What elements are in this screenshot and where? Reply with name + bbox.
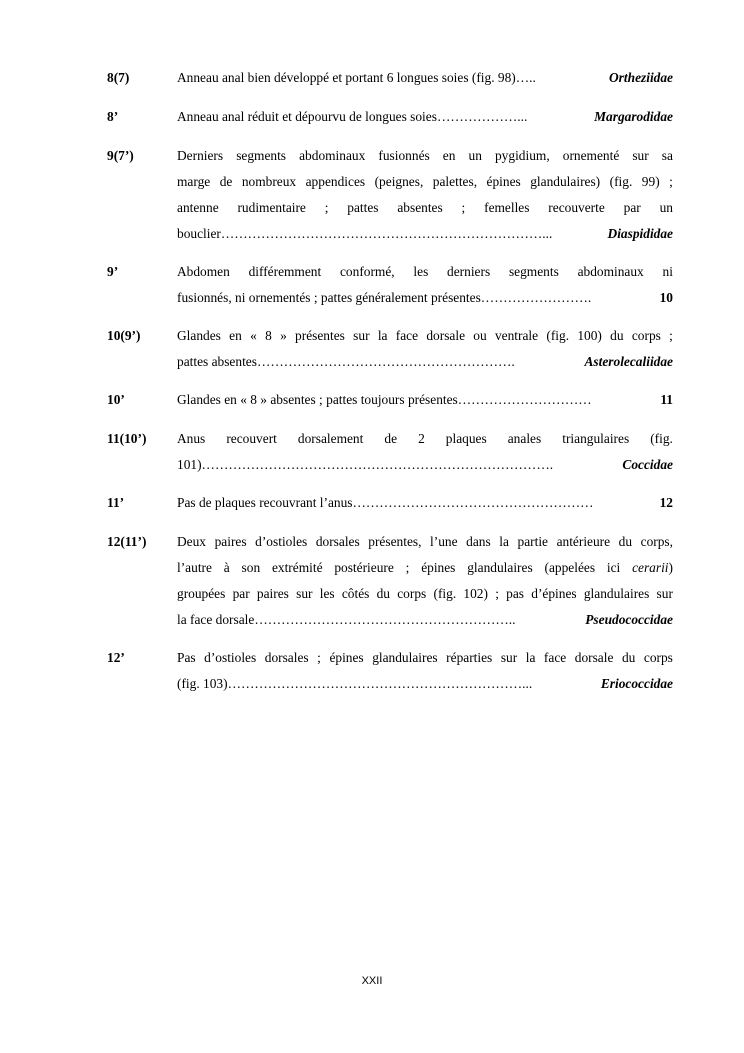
entry-result: Ortheziidae [609, 70, 673, 85]
page-number: XXII [361, 975, 383, 987]
entry-last-line [177, 607, 673, 633]
entry-line: Glandes en « 8 » présentes sur la face dorsale ou ventrale (fig. 100) du corps ; [177, 328, 673, 343]
entry-text: (fig. 103) [177, 676, 228, 691]
entry-text: pattes absentes [177, 354, 257, 369]
entry-number: 8’ [107, 109, 119, 124]
entry-line: Pas d’ostioles dorsales ; épines glandulaires réparties sur la face dorsale du corps [177, 650, 673, 665]
entry-result: Diaspididae [607, 226, 673, 241]
entry-text: Anneau anal bien développé et portant 6 longues soies (fig. 98) [177, 70, 516, 85]
entry-number: 11’ [107, 495, 125, 510]
entry-leader-dots: ….. [515, 70, 536, 85]
entry-result: Margarodidae [594, 109, 673, 124]
entry-result: Asterolecaliidae [584, 354, 673, 369]
entry-leader-dots: ……………………. [480, 290, 592, 305]
entry-result: 12 [659, 495, 673, 510]
entry-line: Anus recouvert dorsalement de 2 plaques anales triangulaires (fig. [177, 431, 673, 446]
entry-line: antenne rudimentaire ; pattes absentes ; femelles recouverte par un [177, 200, 673, 215]
entry-body [177, 143, 673, 247]
entry-body [177, 387, 673, 413]
entry-line: l’autre à son extrémité postérieure ; épines glandulaires (appelées ici cerarii) [177, 560, 673, 575]
entry-last-line [177, 221, 673, 247]
entry-leader-dots: ……………………………………………… [352, 495, 594, 510]
entry-text: 101) [177, 457, 202, 472]
entry-text: Glandes en « 8 » absentes ; pattes toujours présentes [177, 392, 458, 407]
entry-body [177, 104, 673, 130]
entry-last-line [177, 671, 673, 697]
entry-number: 11(10’) [107, 431, 147, 446]
entry-result: Coccidae [622, 457, 673, 472]
entry-body [177, 645, 673, 697]
entry-leader-dots: …………………………………………………. [256, 354, 515, 369]
entry-number: 12’ [107, 650, 125, 665]
entry-leader-dots: ………………………… [457, 392, 592, 407]
entry-last-line [177, 387, 673, 413]
entry-leader-dots: ………………………………………………………………... [220, 226, 553, 241]
entry-leader-dots: …………………………………………………………... [227, 676, 533, 691]
entry-leader-dots: ………………………………………………….. [254, 612, 516, 627]
entry-number: 9(7’) [107, 148, 134, 163]
entry-line: groupées par paires sur les côtés du corps (fig. 102) ; pas d’épines glandulaires sur [177, 586, 673, 601]
entry-leader-dots: ……………………………………………………………………. [201, 457, 554, 472]
entry-body [177, 426, 673, 478]
entry-last-line [177, 490, 673, 516]
entry-text: bouclier [177, 226, 221, 241]
entry-number: 10(9’) [107, 328, 141, 343]
entry-last-line [177, 104, 673, 130]
entry-result: Pseudococcidae [585, 612, 673, 627]
entry-last-line [177, 285, 673, 311]
entry-number: 9’ [107, 264, 119, 279]
entry-result: 10 [659, 290, 673, 305]
entry-text: la face dorsale [177, 612, 255, 627]
entry-text: fusionnés, ni ornementés ; pattes généralement présentes [177, 290, 481, 305]
entry-last-line [177, 452, 673, 478]
entry-number: 8(7) [107, 70, 130, 85]
entry-line: marge de nombreux appendices (peignes, palettes, épines glandulaires) (fig. 99) ; [177, 174, 673, 189]
entry-last-line [177, 349, 673, 375]
entry-body [177, 65, 673, 91]
entry-line: Deux paires d’ostioles dorsales présentes, l’une dans la partie antérieure du corps, [177, 534, 673, 549]
entry-number: 10’ [107, 392, 125, 407]
entry-leader-dots: ………………... [436, 109, 528, 124]
entry-body [177, 529, 673, 633]
entry-line: Derniers segments abdominaux fusionnés en un pygidium, ornementé sur sa [177, 148, 673, 163]
entry-line: Abdomen différemment conformé, les derniers segments abdominaux ni [177, 264, 673, 279]
entry-result: Eriococcidae [600, 676, 673, 691]
entry-text: Pas de plaques recouvrant l’anus [177, 495, 353, 510]
entry-body [177, 259, 673, 311]
entry-number: 12(11’) [107, 534, 147, 549]
entry-body [177, 490, 673, 516]
entry-text: Anneau anal réduit et dépourvu de longues soies [177, 109, 437, 124]
entry-result: 11 [660, 392, 673, 407]
entry-body [177, 323, 673, 375]
entry-last-line [177, 65, 673, 91]
